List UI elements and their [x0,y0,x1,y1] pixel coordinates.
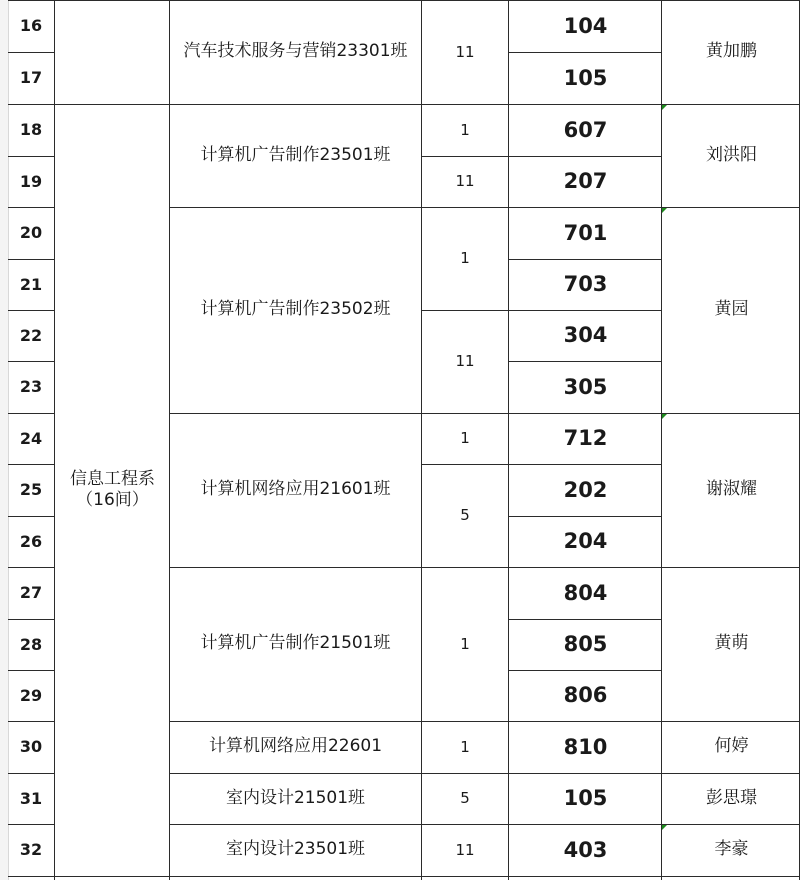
room-number: 207 [563,169,608,194]
room-number: 204 [563,529,608,554]
room-number: 403 [563,837,608,862]
row-number: 24 [19,428,43,448]
row-number: 29 [19,685,43,705]
grid-line [8,567,54,568]
room-number: 712 [563,426,608,451]
grid-line [8,156,54,157]
row-number: 30 [19,737,43,756]
row-number: 16 [19,16,43,35]
grid-line [169,567,800,568]
grid-line [8,207,54,208]
room-number: 202 [563,477,608,502]
room-number: 806 [563,683,608,708]
teacher-name: 黄加鹏 [706,41,757,62]
teacher-name: 谢淑耀 [706,479,757,500]
room-number: 104 [563,13,608,38]
grid-line [421,0,422,880]
grid-line [169,773,800,774]
floor-cell: 11 [455,352,475,371]
floor-cell: 5 [460,789,470,808]
grid-line [421,464,661,465]
grid-line [169,413,800,414]
class-name: 计算机网络应用21601班 [200,479,391,500]
row-number: 21 [19,274,43,294]
grid-line [8,516,54,517]
teacher-name: 彭思璟 [706,787,757,808]
grid-line [508,52,661,53]
room-number: 805 [563,632,608,657]
grid-line [54,0,55,880]
row-number: 22 [19,325,43,345]
room-number: 703 [563,272,608,297]
teacher-name: 何婷 [714,736,749,757]
grid-line [8,361,54,362]
comment-marker-icon [662,825,667,830]
grid-line [421,156,661,157]
grid-line [8,670,54,671]
grid-line [8,619,54,620]
room-number: 105 [563,786,608,811]
grid-line [508,516,661,517]
floor-cell: 11 [455,42,475,61]
grid-line [421,310,661,311]
grid-line [508,0,509,880]
department-cell: 信息工程系 （16间） [70,468,155,510]
room-number: 105 [563,65,608,90]
grid-line [8,464,54,465]
floor-cell: 11 [455,172,475,191]
comment-marker-icon [662,208,667,213]
grid-line [8,876,800,877]
class-name: 室内设计21501班 [225,787,366,808]
row-number: 20 [19,223,43,242]
floor-cell: 1 [460,634,470,653]
grid-line [8,104,800,105]
room-number: 701 [563,220,608,245]
row-number: 19 [19,171,43,191]
comment-marker-icon [662,414,667,419]
grid-line [508,619,661,620]
row-number: 32 [19,840,43,859]
grid-line [169,207,800,208]
floor-cell: 1 [460,120,470,139]
room-number: 804 [563,580,608,605]
grid-line [169,824,800,825]
floor-cell: 1 [460,737,470,756]
class-name: 室内设计23501班 [225,839,366,860]
teacher-name: 黄萌 [714,633,749,654]
row-number: 17 [19,68,43,87]
row-number: 25 [19,480,43,499]
row-number: 27 [19,583,43,602]
class-name: 计算机广告制作23501班 [200,144,391,165]
floor-cell: 11 [455,840,475,859]
floor-cell: 1 [460,249,470,268]
row-number: 23 [19,377,43,396]
class-name: 汽车技术服务与营销23301班 [183,41,408,62]
grid-line [169,721,800,722]
grid-line [508,259,661,260]
grid-line [661,0,662,880]
class-name: 计算机网络应用22601 [208,736,383,757]
floor-cell: 1 [460,429,470,448]
comment-marker-icon [662,105,667,110]
room-number: 304 [563,323,608,348]
teacher-name: 李豪 [714,839,749,860]
grid-line [8,52,54,53]
teacher-name: 刘洪阳 [706,144,757,165]
grid-line [8,259,54,260]
grid-line [8,310,54,311]
class-name: 计算机广告制作23502班 [200,299,391,320]
floor-cell: 5 [460,506,470,525]
teacher-name: 黄园 [714,299,749,320]
class-name: 计算机广告制作21501班 [200,633,391,654]
row-number: 18 [19,120,43,139]
room-number: 305 [563,374,608,399]
grid-line [169,0,170,880]
row-number: 28 [19,634,43,654]
grid-line [8,0,800,1]
row-number: 31 [19,788,43,808]
grid-line [8,824,54,825]
grid-line [508,361,661,362]
room-number: 810 [563,734,608,759]
grid-line [8,773,54,774]
grid-line [508,670,661,671]
room-number: 607 [563,117,608,142]
grid-line [8,413,54,414]
row-number: 26 [19,531,43,551]
grid-line [8,721,54,722]
